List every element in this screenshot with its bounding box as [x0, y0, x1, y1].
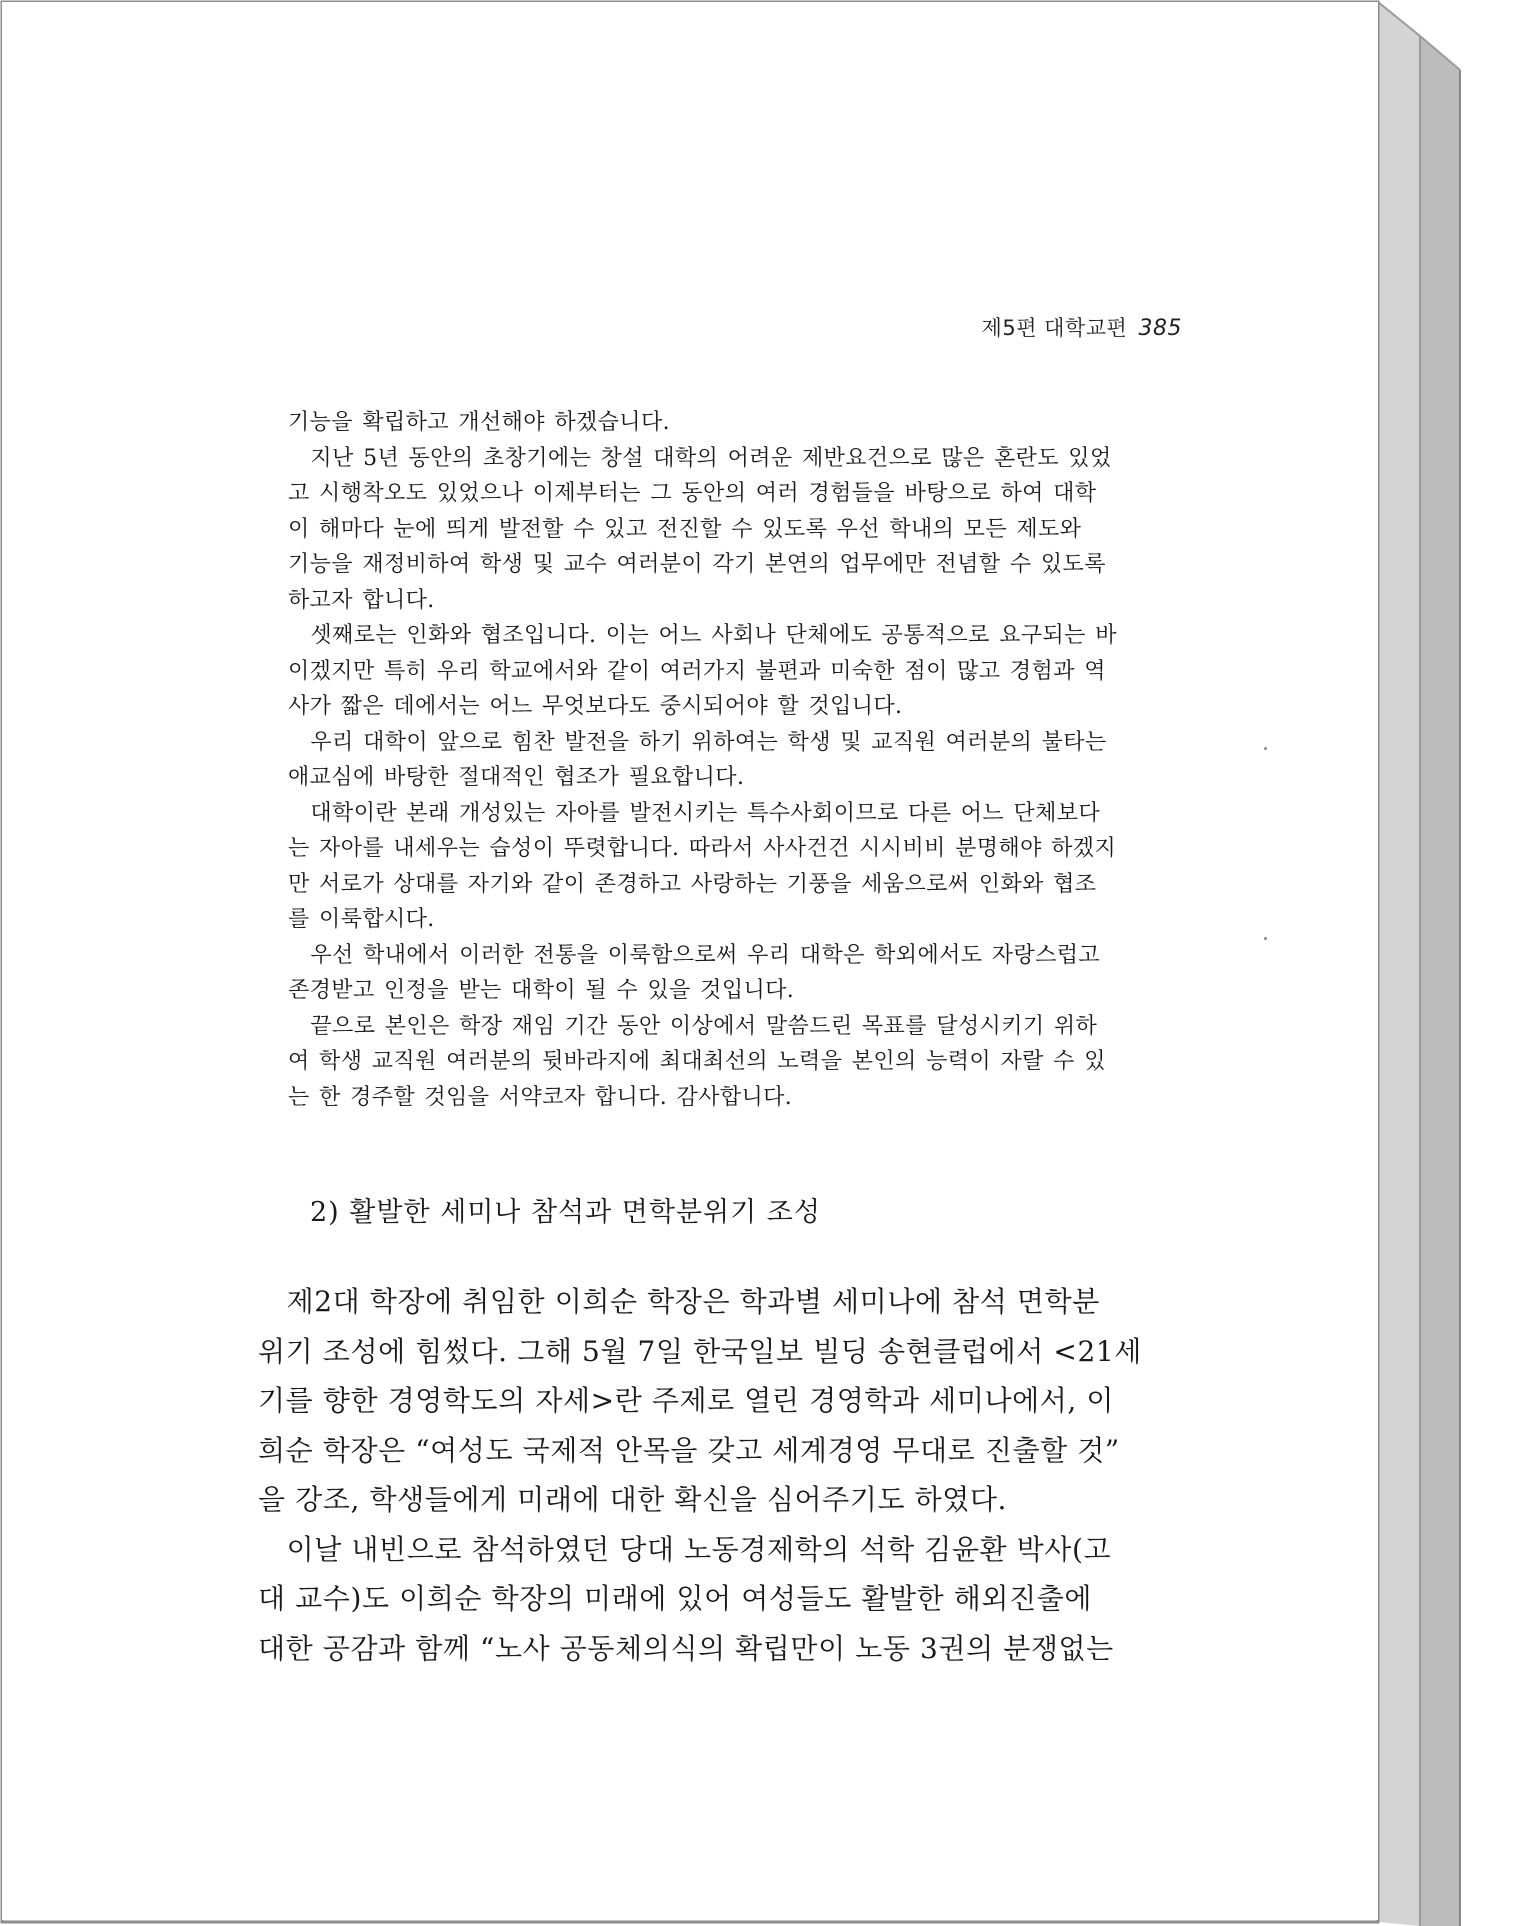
- speech-line: 기능을 확립하고 개선해야 하겠습니다.: [288, 410, 671, 435]
- speech-line: 끝으로 본인은 학장 재임 기간 동안 이상에서 말씀드린 목표를 달성시키기 위하: [288, 1013, 1098, 1039]
- page-stack-right-side: [1378, 2, 1420, 1926]
- speech-line: 사가 짧은 데에서는 어느 무엇보다도 중시되어야 할 것입니다.: [288, 694, 903, 719]
- speech-line: 이겠지만 특히 우리 학교에서와 같이 여러가지 불편과 미숙한 점이 많고 경험과 역: [288, 658, 1106, 684]
- speech-line: 애교심에 바탕한 절대적인 협조가 필요합니다.: [288, 765, 745, 790]
- narrative-line: 이날 내빈으로 참석하였던 당대 노동경제학의 석학 김윤환 박사(고: [258, 1532, 1112, 1566]
- scan-speck: [1264, 937, 1267, 940]
- speech-line: 우리 대학이 앞으로 힘찬 발전을 하기 위하여는 학생 및 교직원 여러분의 불타는: [288, 729, 1107, 755]
- speech-line: 고 시행착오도 있었으나 이제부터는 그 동안의 여러 경험들을 바탕으로 하여 대학: [288, 481, 1097, 506]
- narrative-line: 기를 향한 경영학도의 자세>란 주제로 열린 경영학과 세미나에서, 이: [258, 1384, 1115, 1417]
- speech-line: 하고자 합니다.: [288, 587, 435, 613]
- narrative-line: 대 교수)도 이희순 학장의 미래에 있어 여성들도 활발한 해외진출에: [258, 1582, 1093, 1615]
- speech-line: 대학이란 본래 개성있는 자아를 발전시키는 특수사회이므로 다른 어느 단체보다: [288, 800, 1101, 826]
- speech-line: 는 한 경주할 것임을 서약코자 합니다. 감사합니다.: [288, 1084, 793, 1110]
- speech-line: 만 서로가 상대를 자기와 같이 존경하고 사랑하는 기풍을 세움으로써 인화와 협조: [288, 871, 1097, 897]
- speech-line: 존경받고 인정을 받는 대학이 될 수 있을 것입니다.: [288, 978, 795, 1003]
- page-number: 385: [1138, 316, 1182, 341]
- book-page: [2, 2, 1378, 1920]
- scan-speck: [1264, 747, 1267, 750]
- narrative-line: 위기 조성에 힘썼다. 그해 5월 7일 한국일보 빌딩 송현클럽에서 <21세: [258, 1334, 1142, 1368]
- page-stack-fore-edge: [1420, 36, 1460, 1926]
- running-head-section: 제5편 대학교편: [981, 316, 1128, 340]
- speech-line: 우선 학내에서 이러한 전통을 이룩함으로써 우리 대학은 학외에서도 자랑스럽고: [288, 942, 1101, 968]
- speech-line: 는 자아를 내세우는 습성이 뚜렷합니다. 따라서 사사건건 시시비비 분명해야 하겠지: [288, 836, 1117, 861]
- speech-line: 기능을 재정비하여 학생 및 교수 여러분이 각기 본연의 업무에만 전념할 수 있도록: [288, 552, 1106, 577]
- speech-line: 를 이룩합시다.: [288, 907, 435, 932]
- narrative-line: 을 강조, 학생들에게 미래에 대한 확신을 심어주기도 하였다.: [258, 1483, 1008, 1516]
- speech-line: 셋째로는 인화와 협조입니다. 이는 어느 사회나 단체에도 공통적으로 요구되는 바: [288, 623, 1117, 648]
- section-heading: 2) 활발한 세미나 참석과 면학분위기 조성: [310, 1197, 821, 1228]
- speech-line: 이 해마다 눈에 띄게 발전할 수 있고 전진할 수 있도록 우선 학내의 모든 제도와: [288, 516, 1082, 542]
- narrative-text: [258, 1277, 1190, 1673]
- narrative-line: 희순 학장은 “여성도 국제적 안목을 갖고 세계경영 무대로 진출할 것”: [258, 1433, 1120, 1467]
- inaugural-speech-text: [288, 405, 1188, 1115]
- narrative-line: 대한 공감과 함께 “노사 공동체의식의 확립만이 노동 3권의 분쟁없는: [258, 1631, 1114, 1665]
- narrative-line: 제2대 학장에 취임한 이희순 학장은 학과별 세미나에 참석 면학분: [258, 1285, 1100, 1318]
- speech-line: 여 학생 교직원 여러분의 뒷바라지에 최대최선의 노력을 본인의 능력이 자랄 수 있: [288, 1049, 1106, 1074]
- running-head: [822, 312, 1182, 342]
- speech-line: 지난 5년 동안의 초창기에는 창설 대학의 어려운 제반요건으로 많은 혼란도 있었: [288, 445, 1112, 471]
